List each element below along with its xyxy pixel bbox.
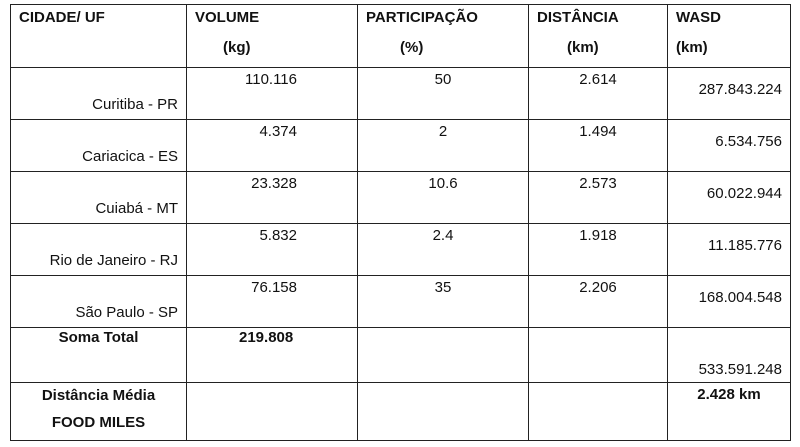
average-label: Distância Média xyxy=(41,387,156,404)
total-participacao-empty xyxy=(358,328,529,383)
row-participacao: 50 xyxy=(434,71,452,88)
header-cidade xyxy=(11,5,187,68)
row-city: Cuiabá - MT xyxy=(95,200,178,217)
total-distancia-empty xyxy=(529,328,668,383)
average-volume-empty xyxy=(187,383,358,441)
average-distancia-empty xyxy=(529,383,668,441)
header-participacao-unit: (%) xyxy=(400,39,424,56)
row-city: São Paulo - SP xyxy=(75,304,178,321)
row-distancia: 2.206 xyxy=(579,279,617,296)
row-volume: 23.328 xyxy=(251,175,297,192)
average-row xyxy=(11,383,791,441)
row-participacao: 2 xyxy=(438,123,448,140)
total-wasd: 533.591.248 xyxy=(698,361,782,378)
row-distancia: 1.918 xyxy=(579,227,617,244)
table-row xyxy=(11,224,791,276)
header-distancia xyxy=(529,5,668,68)
row-wasd: 11.185.776 xyxy=(708,237,782,254)
total-label: Soma Total xyxy=(58,329,139,346)
row-wasd: 6.534.756 xyxy=(715,133,782,150)
average-participacao-empty xyxy=(358,383,529,441)
header-distancia-label: DISTÂNCIA xyxy=(537,9,619,26)
table-row xyxy=(11,120,791,172)
header-wasd-label: WASD xyxy=(676,9,721,26)
table-row xyxy=(11,172,791,224)
row-city: Rio de Janeiro - RJ xyxy=(49,252,178,269)
row-wasd: 168.004.548 xyxy=(698,289,782,306)
header-volume xyxy=(187,5,358,68)
total-volume: 219.808 xyxy=(239,329,294,346)
row-wasd: 60.022.944 xyxy=(706,185,782,202)
row-participacao: 2.4 xyxy=(432,227,454,244)
header-participacao-label: PARTICIPAÇÃO xyxy=(366,9,478,26)
header-cidade-label: CIDADE/ UF xyxy=(19,9,105,26)
header-volume-unit: (kg) xyxy=(223,39,251,56)
average-sublabel: FOOD MILES xyxy=(51,414,146,431)
table-header-row xyxy=(11,5,791,68)
row-participacao: 35 xyxy=(434,279,452,296)
table-row xyxy=(11,276,791,328)
row-distancia: 1.494 xyxy=(579,123,617,140)
row-volume: 5.832 xyxy=(259,227,297,244)
row-volume: 76.158 xyxy=(251,279,297,296)
row-distancia: 2.573 xyxy=(579,175,617,192)
table-row xyxy=(11,68,791,120)
row-wasd: 287.843.224 xyxy=(698,81,782,98)
row-participacao: 10.6 xyxy=(428,175,458,192)
row-distancia: 2.614 xyxy=(579,71,617,88)
row-city: Cariacica - ES xyxy=(82,148,178,165)
header-wasd-unit: (km) xyxy=(676,39,708,56)
header-participacao xyxy=(358,5,529,68)
header-volume-label: VOLUME xyxy=(195,9,260,26)
row-volume: 110.116 xyxy=(245,71,297,88)
header-wasd xyxy=(668,5,791,68)
row-city: Curitiba - PR xyxy=(92,96,178,113)
average-value: 2.428 km xyxy=(697,386,761,403)
header-distancia-unit: (km) xyxy=(567,39,599,56)
food-miles-table xyxy=(10,4,791,441)
row-volume: 4.374 xyxy=(259,123,297,140)
total-row xyxy=(11,328,791,383)
